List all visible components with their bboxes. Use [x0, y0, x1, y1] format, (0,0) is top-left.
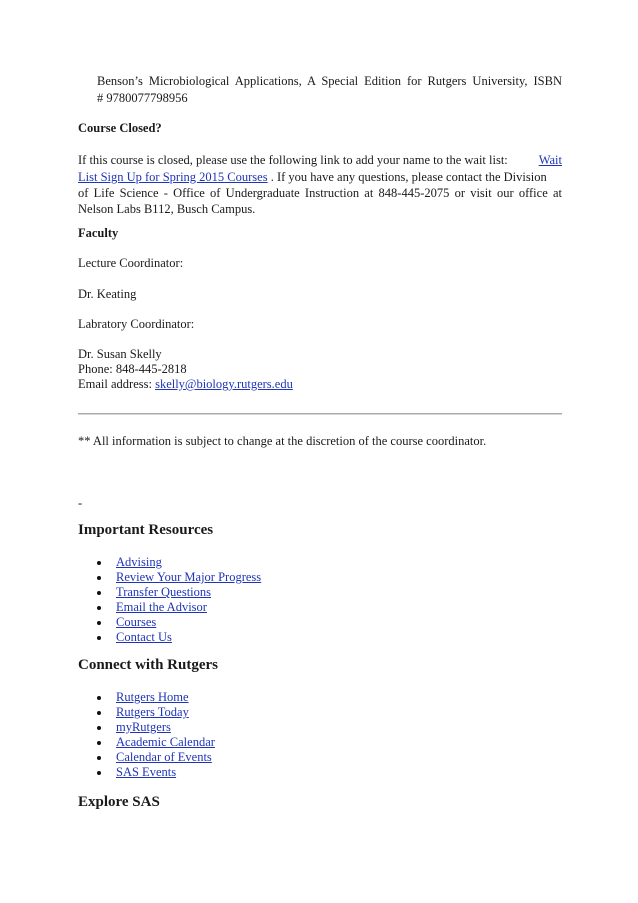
bullet-icon [97, 606, 101, 610]
course-closed-line-2 [78, 169, 547, 186]
connect-link-calendar-of-events[interactable]: Calendar of Events [116, 750, 212, 764]
resource-link-advising[interactable]: Advising [116, 555, 162, 569]
wait-list-link-start[interactable]: Wait [538, 153, 562, 167]
connect-link-rutgers-home[interactable]: Rutgers Home [116, 690, 189, 704]
connect-link-myrutgers[interactable]: myRutgers [116, 720, 171, 734]
bullet-icon [97, 696, 101, 700]
list-item [78, 585, 261, 600]
connect-link-sas-events[interactable]: SAS Events [116, 765, 177, 779]
explore-sas-heading: Explore SAS [78, 794, 160, 810]
list-item [78, 705, 215, 720]
connect-list [78, 690, 215, 780]
email-label: Email address: [78, 377, 156, 391]
list-item [78, 615, 261, 630]
bullet-icon [97, 591, 101, 595]
lecture-coordinator-name: Dr. Keating [78, 287, 137, 301]
lecture-coordinator-label: Lecture Coordinator: [78, 256, 184, 270]
list-item [78, 735, 215, 750]
list-item [78, 720, 215, 735]
course-closed-line-1 [78, 152, 562, 169]
list-item [78, 555, 261, 570]
bullet-icon [97, 756, 101, 760]
connect-heading: Connect with Rutgers [78, 657, 218, 673]
bullet-icon [97, 741, 101, 745]
bullet-icon [97, 576, 101, 580]
important-resources-heading: Important Resources [78, 522, 214, 538]
lab-coordinator-label: Labratory Coordinator: [78, 317, 195, 331]
horizontal-divider [78, 413, 562, 415]
course-closed-line-4: Nelson Labs B112, Busch Campus. [78, 202, 256, 216]
list-item [78, 690, 215, 705]
bullet-icon [97, 621, 101, 625]
resource-link-contact-us[interactable]: Contact Us [116, 630, 172, 644]
list-item [78, 600, 261, 615]
course-closed-line-3: of Life Science - Office of Undergraduate Instruction at 848-445-2075 or visit our office at [78, 186, 562, 200]
bullet-icon [97, 771, 101, 775]
bullet-icon [97, 726, 101, 730]
bullet-icon [97, 636, 101, 640]
list-item [78, 630, 261, 645]
bullet-icon [97, 711, 101, 715]
list-item [78, 750, 215, 765]
resource-link-transfer-questions[interactable]: Transfer Questions [116, 585, 212, 599]
course-closed-text: If this course is closed, please use the following link to add your name to the wait list: [78, 153, 508, 167]
disclaimer-text: ** All information is subject to change at the discretion of the course coordinator. [78, 434, 487, 448]
bullet-icon [97, 561, 101, 565]
important-resources-list [78, 555, 261, 645]
lab-coordinator-phone: Phone: 848-445-2818 [78, 362, 187, 376]
wait-list-link[interactable]: List Sign Up for Spring 2015 Courses [78, 170, 268, 184]
course-closed-heading: Course Closed? [78, 121, 162, 135]
email-link[interactable]: skelly@biology.rutgers.edu [155, 377, 293, 391]
connect-link-academic-calendar[interactable]: Academic Calendar [116, 735, 215, 749]
resource-link-courses[interactable]: Courses [116, 615, 157, 629]
resource-link-email-advisor[interactable]: Email the Advisor [116, 600, 207, 614]
list-item [78, 570, 261, 585]
lab-coordinator-email-row [78, 376, 293, 393]
course-closed-contact-text: . If you have any questions, please contact the Division [267, 170, 547, 184]
lab-coordinator-name: Dr. Susan Skelly [78, 347, 162, 361]
stray-dash: - [78, 496, 83, 510]
faculty-heading: Faculty [78, 226, 119, 240]
connect-link-rutgers-today[interactable]: Rutgers Today [116, 705, 189, 719]
textbook-line-1: Benson’s Microbiological Applications, A Special Edition for Rutgers University, ISBN [97, 74, 562, 88]
list-item [78, 765, 215, 780]
resource-link-major-progress[interactable]: Review Your Major Progress [116, 570, 262, 584]
textbook-isbn-line: # 9780077798956 [97, 91, 188, 105]
